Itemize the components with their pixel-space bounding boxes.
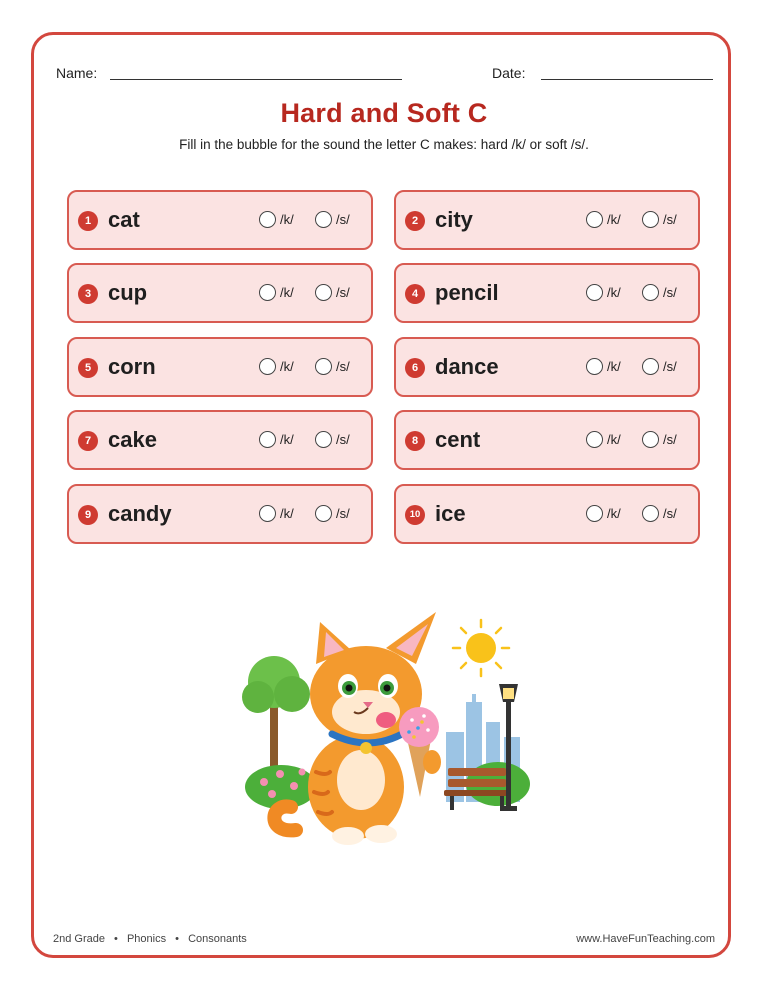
- footer-tags: [53, 933, 247, 945]
- option-label: /s/: [663, 285, 677, 300]
- answer-bubble[interactable]: [315, 284, 332, 301]
- question-card: [394, 190, 700, 250]
- question-card: [394, 337, 700, 397]
- question-number: 7: [78, 431, 98, 451]
- option-label: /s/: [336, 359, 350, 374]
- question-card: [394, 410, 700, 470]
- question-number: 2: [405, 211, 425, 231]
- option-label: /s/: [336, 285, 350, 300]
- answer-bubble[interactable]: [642, 284, 659, 301]
- date-label: Date:: [492, 65, 526, 81]
- option-label: /s/: [663, 506, 677, 521]
- website-link[interactable]: www.HaveFunTeaching.com: [576, 933, 715, 945]
- question-word: pencil: [435, 280, 499, 305]
- option-label: /k/: [280, 285, 294, 300]
- answer-bubble[interactable]: [315, 505, 332, 522]
- option-label: /s/: [663, 212, 677, 227]
- option-label: /k/: [280, 359, 294, 374]
- question-number: 5: [78, 358, 98, 378]
- question-word: candy: [108, 501, 172, 526]
- subject-tag: Phonics: [126, 933, 167, 945]
- page-title: Hard and Soft C: [280, 98, 488, 128]
- question-number: 1: [78, 211, 98, 231]
- option-label: /s/: [663, 359, 677, 374]
- answer-bubble[interactable]: [586, 284, 603, 301]
- option-label: /k/: [607, 432, 621, 447]
- sun-icon: [453, 620, 509, 676]
- answer-bubble[interactable]: [586, 431, 603, 448]
- question-number: 10: [405, 505, 425, 525]
- answer-bubble[interactable]: [315, 431, 332, 448]
- option-label: /k/: [607, 212, 621, 227]
- option-label: /k/: [280, 432, 294, 447]
- option-label: /s/: [663, 432, 677, 447]
- question-number: 6: [405, 358, 425, 378]
- name-field[interactable]: [110, 79, 402, 80]
- answer-bubble[interactable]: [259, 211, 276, 228]
- answer-bubble[interactable]: [259, 358, 276, 375]
- question-word: ice: [435, 501, 466, 526]
- option-label: /k/: [607, 359, 621, 374]
- option-label: /k/: [280, 506, 294, 521]
- answer-bubble[interactable]: [642, 358, 659, 375]
- question-card: [394, 484, 700, 544]
- option-label: /s/: [336, 212, 350, 227]
- question-card: [67, 484, 373, 544]
- cat-ice-cream-illustration: [236, 602, 536, 857]
- separator: •: [114, 933, 118, 945]
- question-card: [67, 410, 373, 470]
- answer-bubble[interactable]: [586, 358, 603, 375]
- answer-bubble[interactable]: [586, 211, 603, 228]
- ice-cream-icon: [399, 707, 441, 797]
- question-number: 4: [405, 284, 425, 304]
- tree-icon: [242, 656, 310, 772]
- question-card: [67, 337, 373, 397]
- question-word: dance: [435, 354, 499, 379]
- option-label: /k/: [607, 285, 621, 300]
- answer-bubble[interactable]: [259, 505, 276, 522]
- question-number: 9: [78, 505, 98, 525]
- answer-bubble[interactable]: [642, 431, 659, 448]
- question-word: cake: [108, 427, 157, 452]
- instructions: Fill in the bubble for the sound the letter C makes: hard /k/ or soft /s/.: [179, 137, 589, 152]
- question-word: corn: [108, 354, 156, 379]
- question-card: [394, 263, 700, 323]
- separator: •: [175, 933, 180, 945]
- option-label: /s/: [336, 506, 350, 521]
- answer-bubble[interactable]: [315, 211, 332, 228]
- question-word: cent: [435, 427, 481, 452]
- question-card: [67, 263, 373, 323]
- question-card: [67, 190, 373, 250]
- question-word: cup: [108, 280, 148, 305]
- option-label: /k/: [280, 212, 294, 227]
- answer-bubble[interactable]: [642, 211, 659, 228]
- question-word: city: [435, 207, 473, 232]
- date-field[interactable]: [541, 79, 713, 80]
- answer-bubble[interactable]: [315, 358, 332, 375]
- answer-bubble[interactable]: [586, 505, 603, 522]
- grade-tag: 2nd Grade: [53, 933, 105, 945]
- answer-bubble[interactable]: [259, 431, 276, 448]
- name-label: Name:: [56, 65, 98, 81]
- question-number: 3: [78, 284, 98, 304]
- question-number: 8: [405, 431, 425, 451]
- question-word: cat: [108, 207, 140, 232]
- option-label: /s/: [336, 432, 350, 447]
- answer-bubble[interactable]: [259, 284, 276, 301]
- option-label: /k/: [607, 506, 621, 521]
- topic-tag: Consonants: [188, 933, 247, 945]
- answer-bubble[interactable]: [642, 505, 659, 522]
